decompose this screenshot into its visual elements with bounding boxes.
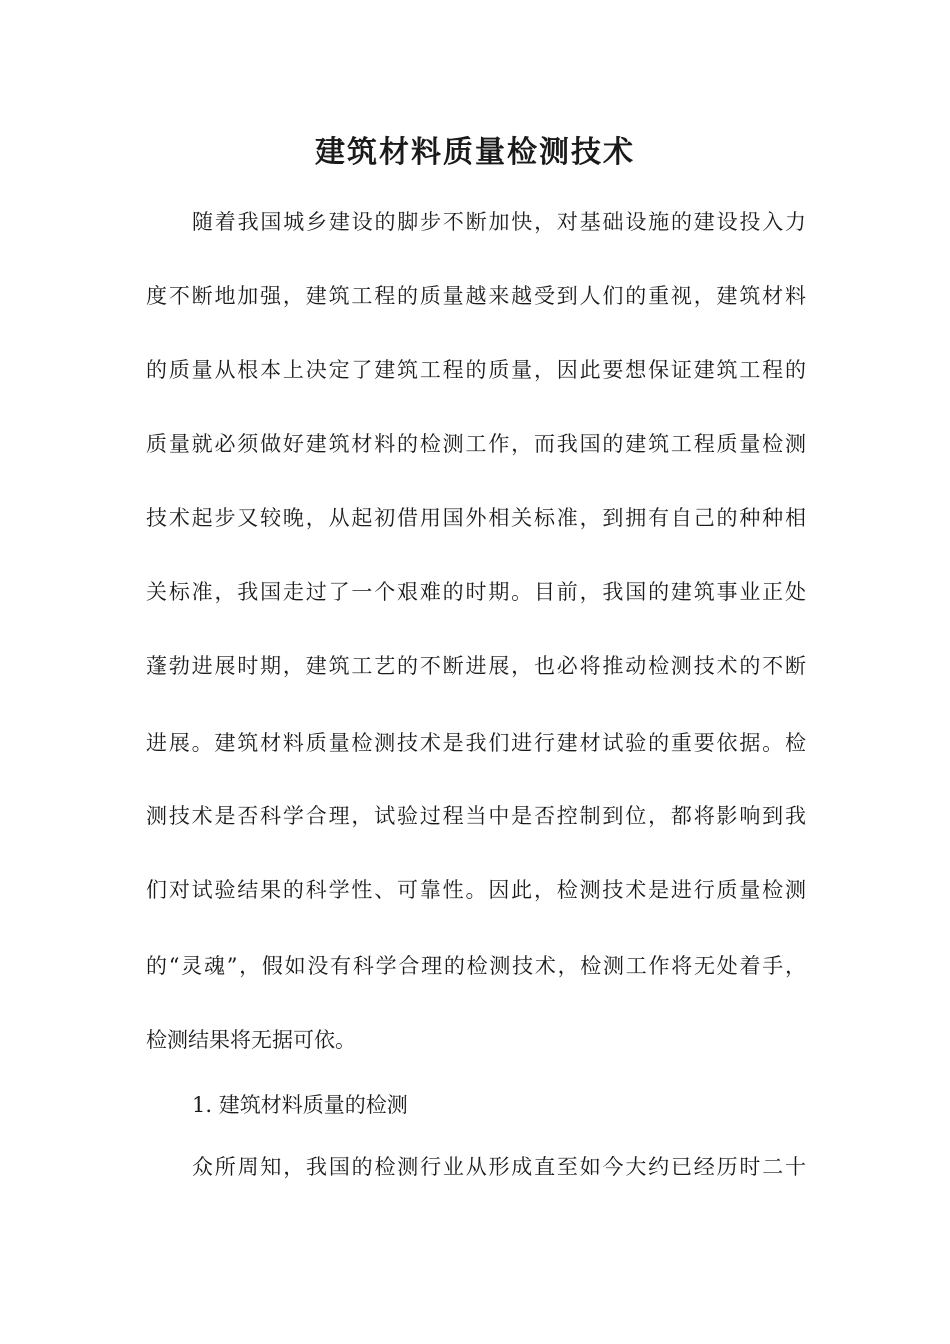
paragraph-line: 度不断地加强，建筑工程的质量越来越受到人们的重视，建筑材料 (146, 284, 806, 308)
section-heading: 1. 建筑材料质量的检测 (192, 1093, 408, 1117)
paragraph-line: 蓬勃进展时期，建筑工艺的不断进展，也必将推动检测技术的不断 (146, 654, 806, 678)
document-title: 建筑材料质量检测技术 (315, 135, 635, 170)
paragraph-line: 进展。建筑材料质量检测技术是我们进行建材试验的重要依据。检 (146, 731, 806, 755)
paragraph-line: 测技术是否科学合理，试验过程当中是否控制到位，都将影响到我 (146, 804, 806, 828)
paragraph-line: 质量就必须做好建筑材料的检测工作，而我国的建筑工程质量检测 (146, 432, 806, 456)
paragraph-line: 众所周知，我国的检测行业从形成直至如今大约已经历时二十 (192, 1155, 806, 1179)
paragraph-line: 检测结果将无据可依。 (146, 1028, 356, 1052)
paragraph-line: 关标准，我国走过了一个艰难的时期。目前，我国的建筑事业正处 (146, 580, 806, 604)
paragraph-line: 们对试验结果的科学性、可靠性。因此，检测技术是进行质量检测 (146, 878, 806, 902)
paragraph-line: 的质量从根本上决定了建筑工程的质量，因此要想保证建筑工程的 (146, 358, 806, 382)
paragraph-line: 的“灵魂”，假如没有科学合理的检测技术，检测工作将无处着手， (146, 954, 806, 978)
paragraph-line: 技术起步又较晚，从起初借用国外相关标准，到拥有自己的种种相 (146, 506, 806, 530)
paragraph-line: 随着我国城乡建设的脚步不断加快，对基础设施的建设投入力 (192, 210, 806, 234)
